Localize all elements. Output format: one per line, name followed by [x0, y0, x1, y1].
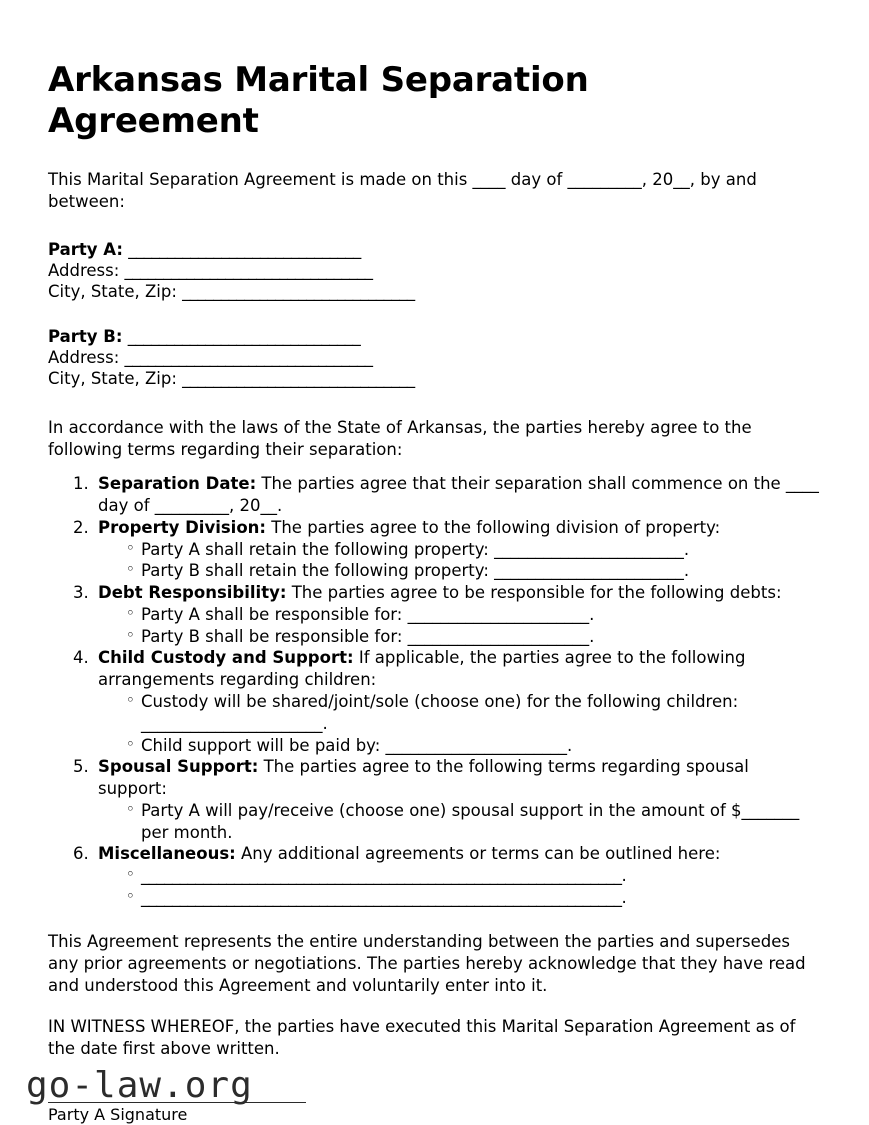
party-a-address-label: Address:: [48, 260, 120, 280]
term-5-sublist: [98, 800, 821, 844]
party-b-name-label: Party B:: [48, 327, 123, 347]
party-b-name-line: [48, 326, 821, 347]
term-6-content: [98, 844, 720, 863]
party-b-address-label: Address:: [48, 348, 120, 368]
party-b-address-fill[interactable]: ________________________________: [124, 348, 373, 368]
list-item[interactable]: ◦ Party A will pay/receive (choose one) spousal support in the amount of $_______ per month.: [126, 800, 821, 844]
term-item-2: [94, 517, 821, 582]
term-2-content: [98, 518, 720, 537]
term-4-heading: Child Custody and Support:: [98, 648, 354, 668]
entire-agreement-paragraph: This Agreement represents the entire understanding between the parties and supersedes any prior agreements or negotiations. The parties hereby acknowledge that they have read and understood this Agreement and voluntarily enter into it.: [48, 931, 806, 995]
term-2-body: The parties agree to the following division of property:: [271, 517, 721, 537]
party-b-city-label: City, State, Zip:: [48, 369, 177, 389]
list-item[interactable]: ◦ ______________________________________________________________.: [126, 887, 821, 909]
list-item[interactable]: ◦ Child support will be paid by: ______________________.: [126, 735, 821, 757]
term-3-content: [98, 583, 782, 602]
party-a-block: [48, 239, 821, 302]
accordance-paragraph: In accordance with the laws of the State of Arkansas, the parties hereby agree to the following terms regarding their separation:: [48, 418, 752, 460]
list-item[interactable]: ◦ Custody will be shared/joint/sole (choose one) for the following children: ______________________.: [126, 691, 821, 735]
watermark: go-law.org: [26, 1065, 253, 1106]
term-1-content: [98, 474, 819, 515]
term-item-1: [94, 473, 821, 517]
party-a-name-line: [48, 239, 821, 260]
page-title: Arkansas Marital Separation Agreement: [48, 60, 589, 142]
list-item[interactable]: ◦ Party B shall retain the following property: _______________________.: [126, 560, 821, 582]
signature-label: Party A Signature: [48, 1105, 188, 1125]
term-4-body: If applicable, the parties agree to the following arrangements regarding children:: [98, 648, 746, 690]
party-a-city-label: City, State, Zip:: [48, 282, 177, 302]
party-a-city-line: [48, 281, 821, 302]
list-item[interactable]: ◦ Party B shall be responsible for: ______________________.: [126, 626, 821, 648]
term-1-heading: Separation Date:: [98, 474, 257, 494]
term-2-heading: Property Division:: [98, 517, 267, 537]
terms-list: [48, 473, 821, 908]
term-5-body: The parties agree to the following terms regarding spousal support:: [98, 757, 749, 799]
term-4-sublist: [98, 691, 821, 756]
term-3-body: The parties agree to be responsible for the following debts:: [291, 583, 782, 603]
term-2-sublist: [98, 539, 821, 583]
term-6-body: Any additional agreements or terms can be outlined here:: [241, 844, 721, 864]
list-item[interactable]: ◦ ______________________________________________________________.: [126, 865, 821, 887]
party-a-address-fill[interactable]: ________________________________: [124, 260, 373, 280]
term-3-sublist: [98, 604, 821, 648]
party-a-name-label: Party A:: [48, 239, 123, 259]
party-b-city-fill[interactable]: ______________________________: [182, 369, 415, 389]
term-item-3: [94, 582, 821, 647]
term-item-5: [94, 756, 821, 843]
term-item-6: [94, 843, 821, 908]
term-5-heading: Spousal Support:: [98, 757, 259, 777]
intro-paragraph: This Marital Separation Agreement is made on this ____ day of _________, 20__, by and between:: [48, 169, 757, 211]
party-a-address-line: [48, 260, 821, 281]
term-item-4: [94, 647, 821, 756]
term-5-content: [98, 757, 749, 798]
term-3-heading: Debt Responsibility:: [98, 583, 287, 603]
party-b-block: [48, 326, 821, 389]
term-1-body: The parties agree that their separation shall commence on the ____ day of _________, 20__.: [98, 474, 819, 516]
term-6-heading: Miscellaneous:: [98, 844, 236, 864]
party-a-city-fill[interactable]: ______________________________: [182, 282, 415, 302]
party-a-name-fill[interactable]: ______________________________: [128, 239, 361, 259]
witness-paragraph: IN WITNESS WHEREOF, the parties have executed this Marital Separation Agreement as of the date first above written.: [48, 1017, 796, 1059]
term-4-content: [98, 648, 745, 689]
party-b-address-line: [48, 347, 821, 368]
party-b-city-line: [48, 368, 821, 389]
list-item[interactable]: ◦ Party A shall be responsible for: ______________________.: [126, 604, 821, 626]
term-6-sublist: [98, 865, 821, 909]
list-item[interactable]: ◦ Party A shall retain the following property: _______________________.: [126, 539, 821, 561]
party-b-name-fill[interactable]: ______________________________: [127, 327, 361, 347]
